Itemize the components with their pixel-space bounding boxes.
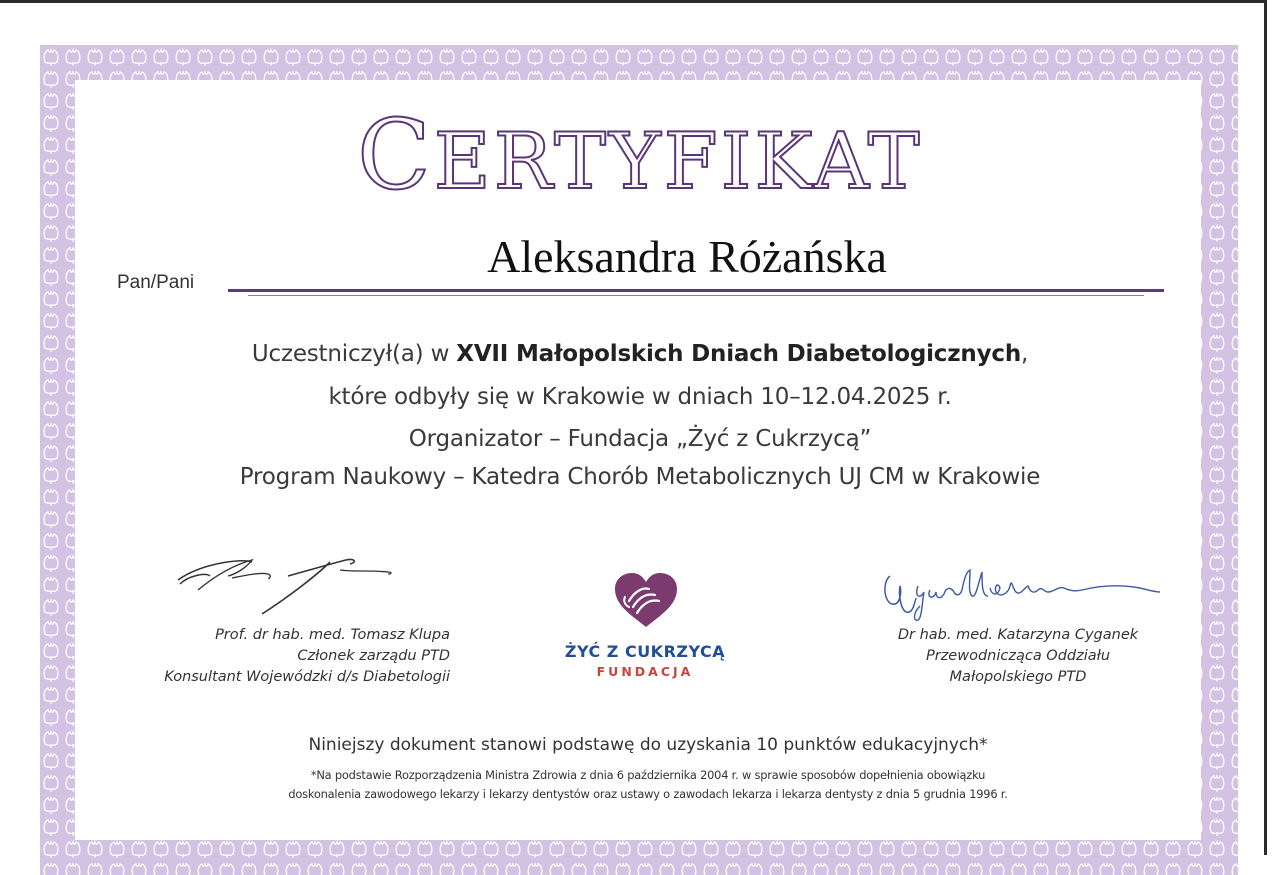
signatory-right-name: Dr hab. med. Katarzyna Cyganek bbox=[897, 627, 1139, 643]
signatory-left-role: Członek zarządu PTD bbox=[297, 648, 450, 664]
event-name: XVII Małopolskich Dniach Diabetologicznych bbox=[456, 341, 1021, 367]
name-underline bbox=[228, 289, 1164, 292]
signature-right bbox=[878, 562, 1168, 626]
title-initial: C bbox=[357, 99, 434, 211]
signatory-right-role: Przewodnicząca Oddziału bbox=[925, 648, 1111, 664]
heart-hand-icon bbox=[611, 571, 681, 631]
recipient-prefix: Pan/Pani bbox=[117, 272, 195, 293]
legal-footnote-line1: *Na podstawie Rozporządzenia Ministra Zdrowia z dnia 6 października 2004 r. w sprawie sposobów dopełnienia obowiązku bbox=[310, 768, 986, 782]
legal-footnote-line2: doskonalenia zawodowego lekarzy i lekarzy dentystów oraz ustawy o zawodach lekarza i lekarza dentysty z dnia 5 grudnia 1996 r. bbox=[288, 787, 1008, 801]
participation-line bbox=[0, 341, 1280, 367]
recipient-name: Aleksandra Różańska bbox=[487, 231, 887, 282]
foundation-logo-name: ŻYĆ Z CUKRZYCĄ bbox=[564, 642, 726, 661]
signatory-left bbox=[130, 625, 450, 688]
signatory-left-name: Prof. dr hab. med. Tomasz Klupa bbox=[215, 627, 450, 643]
signatory-right-role2: Małopolskiego PTD bbox=[949, 669, 1087, 685]
signatory-right bbox=[862, 625, 1174, 688]
certificate-title bbox=[0, 99, 1280, 211]
name-underline-thin bbox=[248, 295, 1144, 296]
participation-comma: , bbox=[1021, 341, 1029, 367]
foundation-logo-subtitle: FUNDACJA bbox=[596, 664, 694, 679]
event-dates-line: które odbyły się w Krakowie w dniach 10–12.04.2025 r. bbox=[328, 384, 952, 410]
page-top-edge bbox=[0, 0, 1265, 3]
participation-text: Uczestniczył(a) w bbox=[251, 341, 457, 367]
organizer-line: Organizator – Fundacja „Żyć z Cukrzycą” bbox=[408, 426, 872, 452]
signatory-left-role2: Konsultant Wojewódzki d/s Diabetologii bbox=[164, 669, 450, 685]
signature-left bbox=[170, 550, 400, 620]
title-rest: ERTYFIKAT bbox=[433, 117, 923, 207]
education-points-statement: Niniejszy dokument stanowi podstawę do uzyskania 10 punktów edukacyjnych* bbox=[308, 735, 988, 755]
scientific-program-line: Program Naukowy – Katedra Chorób Metabolicznych UJ CM w Krakowie bbox=[239, 464, 1041, 490]
